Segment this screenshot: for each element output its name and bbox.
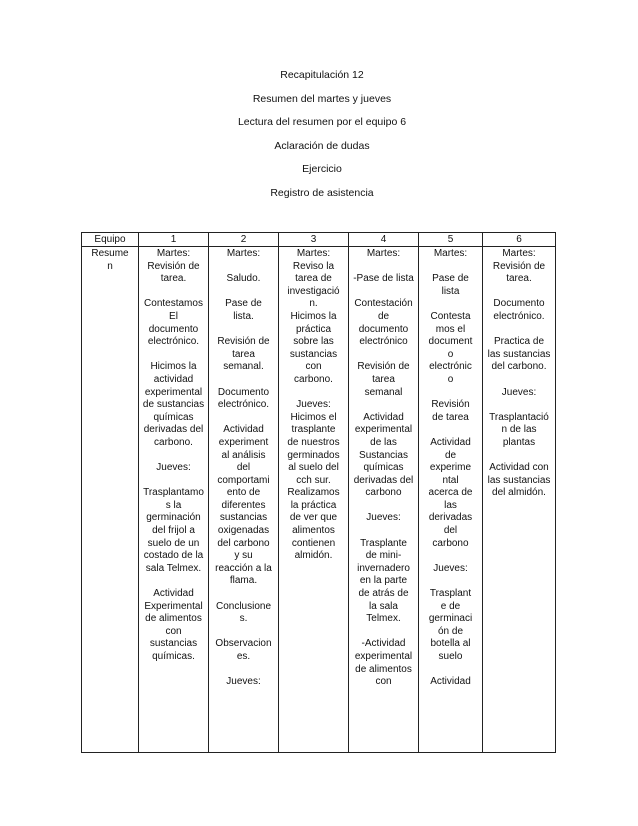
cell-line: Martes: xyxy=(296,248,331,259)
cell-line: -Pase de lista xyxy=(353,273,414,285)
cell-line: Jueves: xyxy=(501,386,537,398)
cell-line: del almidón. xyxy=(492,487,546,499)
cell-line: del xyxy=(443,525,458,537)
cell-line: al suelo del xyxy=(288,462,339,474)
cell-line: Martes: xyxy=(502,248,536,259)
cell-line: de xyxy=(444,449,457,461)
cell-line: costado de la xyxy=(143,550,204,562)
cell-line: las sustancias xyxy=(487,474,551,486)
cell-line xyxy=(350,261,417,274)
cell-line: ento de xyxy=(226,487,261,499)
cell-line xyxy=(210,588,277,601)
cell-line xyxy=(350,500,417,513)
cell-line: y su xyxy=(234,550,253,562)
cell-line: Trasplantamo xyxy=(143,487,204,499)
teams-table xyxy=(81,232,556,753)
cell-line xyxy=(350,626,417,639)
cell-line: es. xyxy=(236,651,251,662)
cell-line: Contestación xyxy=(354,298,413,310)
cell-line xyxy=(140,575,207,588)
summary-line: Resumen del martes y jueves xyxy=(252,92,392,105)
document-heading xyxy=(0,70,638,212)
cell-line: lista xyxy=(441,285,460,297)
cell-line: document xyxy=(428,336,473,348)
header-team-3: 3 xyxy=(279,233,349,247)
cell-line: Hicimos la xyxy=(290,310,337,322)
cell-team-5 xyxy=(419,247,483,753)
cell-line: de las xyxy=(370,436,397,448)
cell-line: Jueves: xyxy=(226,676,261,688)
cell-line: actividad xyxy=(153,373,194,385)
cell-line: acerca de xyxy=(428,487,473,499)
cell-line: práctica xyxy=(295,323,331,335)
cell-line: electrónico. xyxy=(493,310,545,322)
cell-line: Actividad xyxy=(430,436,471,448)
cell-line: plantas xyxy=(502,436,536,448)
cell-line: experiment xyxy=(218,436,269,448)
cell-line: químicas. xyxy=(152,651,195,662)
cell-line: germinación xyxy=(146,512,201,524)
cell-line: Revisión de xyxy=(492,260,546,272)
cell-line: germinaci xyxy=(428,613,473,625)
cell-line: Documento xyxy=(493,298,545,310)
cell-line: oxigenadas xyxy=(217,525,270,537)
cell-line: diferentes xyxy=(221,499,266,511)
cell-team-4 xyxy=(349,247,419,753)
cell-line: del carbono xyxy=(217,537,270,549)
cell-line xyxy=(210,626,277,639)
cell-line: reacción a la xyxy=(215,562,272,574)
cell-line: Jueves: xyxy=(156,462,191,474)
cell-line: -Actividad xyxy=(361,638,406,650)
cell-line: Pase de xyxy=(225,298,262,310)
exercise-line: Ejercicio xyxy=(302,163,342,176)
cell-line: Martes: xyxy=(366,248,401,259)
cell-line: invernadero xyxy=(357,562,410,574)
cell-line: El xyxy=(169,310,178,322)
cell-line xyxy=(420,424,481,437)
cell-line: Actividad xyxy=(430,676,471,688)
cell-team-6 xyxy=(483,247,556,753)
cell-line: químicas xyxy=(153,411,194,423)
cell-line: de ver que xyxy=(289,512,338,524)
cell-line: de xyxy=(377,310,390,322)
cell-line: Realizamos xyxy=(287,487,340,499)
cell-line: Actividad xyxy=(363,411,404,423)
cell-line: s. xyxy=(239,613,248,625)
cell-line: con xyxy=(375,676,392,688)
cell-line: carbono. xyxy=(154,436,193,448)
cell-team-3 xyxy=(279,247,349,753)
cell-line: de atrás de xyxy=(358,588,409,600)
cell-line: semanal xyxy=(364,386,403,398)
cell-line xyxy=(484,286,554,299)
cell-line: Contesta xyxy=(430,310,471,322)
cell-line: e de xyxy=(440,600,461,612)
cell-line: Contestamos xyxy=(144,298,203,310)
cell-line: sobre las xyxy=(293,336,334,348)
cell-line: mos el xyxy=(435,323,466,335)
cell-line: con xyxy=(165,625,182,637)
cell-line xyxy=(420,550,481,563)
cell-line: flama. xyxy=(229,575,258,587)
cell-line: documento xyxy=(148,323,199,335)
header-team-1: 1 xyxy=(139,233,209,247)
cell-line: las xyxy=(444,499,457,511)
cell-line: tarea xyxy=(372,373,395,385)
cell-line xyxy=(140,349,207,362)
cell-line: en la parte xyxy=(359,575,408,587)
cell-line xyxy=(420,298,481,311)
cell-line: derivadas del xyxy=(353,474,414,486)
cell-line: de alimentos xyxy=(355,663,412,675)
cell-line: del frijol a xyxy=(152,525,195,537)
cell-line: al análisis xyxy=(221,449,266,461)
cell-line: carbono xyxy=(365,487,402,499)
cell-team-2 xyxy=(209,247,279,753)
cell-line: suelo xyxy=(438,651,463,662)
cell-line: germinados xyxy=(287,449,340,461)
cell-line: experimental xyxy=(354,424,413,436)
table-header-row xyxy=(82,233,556,247)
cell-line xyxy=(350,286,417,299)
cell-line: Martes: xyxy=(433,248,468,259)
cell-line: sustancias xyxy=(149,638,198,650)
cell-line: ón de xyxy=(437,625,464,637)
cell-line xyxy=(420,664,481,677)
cell-line: Resume xyxy=(91,248,129,259)
cell-line: Observacion xyxy=(215,638,272,650)
cell-line: s la xyxy=(165,499,182,511)
cell-line: documento xyxy=(358,323,409,335)
cell-line xyxy=(210,286,277,299)
cell-line xyxy=(140,286,207,299)
cell-line: o xyxy=(447,373,454,385)
cell-line: de nuestros xyxy=(287,436,340,448)
cell-line: Trasplante xyxy=(360,537,407,549)
attendance-line: Registro de asistencia xyxy=(270,186,374,199)
cell-line xyxy=(484,324,554,337)
cell-line: del carbono. xyxy=(491,361,547,373)
cell-line xyxy=(280,387,347,400)
cell-line: de alimentos xyxy=(145,613,202,625)
cell-line: Actividad con xyxy=(489,462,549,474)
cell-line xyxy=(484,450,554,463)
cell-line: tarea de xyxy=(295,273,332,285)
cell-line xyxy=(350,349,417,362)
cell-line xyxy=(140,450,207,463)
cell-line: n. xyxy=(309,298,318,310)
cell-line: Hicimos la xyxy=(150,361,197,373)
cell-line: electrónic xyxy=(429,361,472,373)
header-team-6: 6 xyxy=(483,233,556,247)
cell-line: tarea. xyxy=(160,273,187,285)
cell-line: Hicimos el xyxy=(290,411,337,423)
cell-line: Revisión de xyxy=(217,336,270,348)
cell-line: Actividad xyxy=(153,588,194,600)
header-team-5: 5 xyxy=(419,233,483,247)
cell-line: de sustancias xyxy=(142,399,205,411)
cell-line xyxy=(420,387,481,400)
cell-line: Martes: xyxy=(226,248,261,259)
cell-line: Pase de xyxy=(432,273,469,285)
cell-line: Martes: xyxy=(156,248,191,259)
cell-line: n xyxy=(107,260,113,272)
cell-line: la práctica xyxy=(290,499,337,511)
cell-line: sustancias xyxy=(289,348,338,360)
cell-line: Trasplant xyxy=(429,588,472,600)
cell-line: Jueves: xyxy=(366,512,401,524)
cell-line: Documento xyxy=(217,386,270,398)
cell-line xyxy=(140,475,207,488)
reading-line: Lectura del resumen por el equipo 6 xyxy=(237,116,407,129)
cell-line: tarea xyxy=(232,348,255,360)
cell-line: derivadas del xyxy=(143,424,204,436)
cell-line: Saludo. xyxy=(226,273,261,285)
cell-line: Jueves: xyxy=(433,562,468,574)
cell-line xyxy=(210,374,277,387)
cell-line: experimental xyxy=(354,651,413,662)
cell-line xyxy=(420,261,481,274)
cell-line xyxy=(484,374,554,387)
header-team-4: 4 xyxy=(349,233,419,247)
cell-line: suelo de un xyxy=(147,537,200,549)
cell-line: las sustancias xyxy=(487,348,551,360)
cell-line: experime xyxy=(429,462,472,474)
cell-line: ntal xyxy=(442,474,459,486)
cell-line: Revisión xyxy=(431,399,470,411)
cell-line: Trasplantació xyxy=(489,411,549,423)
cell-line: de mini- xyxy=(365,550,402,562)
cell-line: químicas xyxy=(363,462,404,474)
cell-line: sustancias xyxy=(219,512,268,524)
cell-line: Practica de xyxy=(493,336,545,348)
cell-line: botella al xyxy=(430,638,471,650)
cell-line: comportami xyxy=(217,474,270,486)
cell-line: contienen xyxy=(291,537,336,549)
cell-line: trasplante xyxy=(291,424,336,436)
cell-line: derivadas xyxy=(428,512,473,524)
cell-line: cch sur. xyxy=(296,474,331,486)
cell-line: investigació xyxy=(287,285,340,297)
cell-line: semanal. xyxy=(223,361,264,373)
cell-line: carbono. xyxy=(294,373,333,385)
cell-line: Conclusione xyxy=(215,600,272,612)
cell-resumen xyxy=(82,247,139,753)
cell-line: Sustancias xyxy=(359,449,408,461)
cell-line: Revisión de xyxy=(357,361,410,373)
cell-line xyxy=(484,399,554,412)
cell-line: de tarea xyxy=(432,411,469,423)
cell-line: sala Telmex. xyxy=(145,562,202,574)
table-row xyxy=(82,247,556,753)
cell-line: electrónico xyxy=(359,336,408,348)
cell-line: tarea. xyxy=(506,273,532,285)
cell-line: carbono xyxy=(432,537,469,549)
header-team-2: 2 xyxy=(209,233,279,247)
cell-line: la sala xyxy=(369,600,398,612)
cell-team-1 xyxy=(139,247,209,753)
cell-line: o xyxy=(447,348,454,360)
cell-line: Revisión de xyxy=(147,260,200,272)
cell-line xyxy=(210,664,277,677)
cell-line xyxy=(350,399,417,412)
cell-line: Actividad xyxy=(223,424,264,436)
cell-line: almidón. xyxy=(294,550,333,562)
cell-line: electrónico. xyxy=(217,399,270,411)
cell-line: Reviso la xyxy=(292,260,335,272)
cell-line: Jueves: xyxy=(296,399,331,411)
recap-title: Recapitulación 12 xyxy=(280,69,364,81)
cell-line xyxy=(210,324,277,337)
header-equipo: Equipo xyxy=(82,233,139,247)
cell-line: del xyxy=(236,462,251,474)
cell-line xyxy=(420,575,481,588)
cell-line xyxy=(350,525,417,538)
cell-line: Experimental xyxy=(144,600,203,612)
cell-line: alimentos xyxy=(292,525,335,537)
cell-line xyxy=(210,261,277,274)
cell-line: experimental xyxy=(144,386,203,398)
cell-line xyxy=(210,412,277,425)
clarification-line: Aclaración de dudas xyxy=(274,139,370,152)
cell-line: electrónico. xyxy=(147,336,200,348)
cell-line: lista. xyxy=(233,310,254,322)
cell-line: con xyxy=(305,361,322,373)
cell-line: Telmex. xyxy=(366,613,401,625)
cell-line: n de las xyxy=(501,424,537,436)
